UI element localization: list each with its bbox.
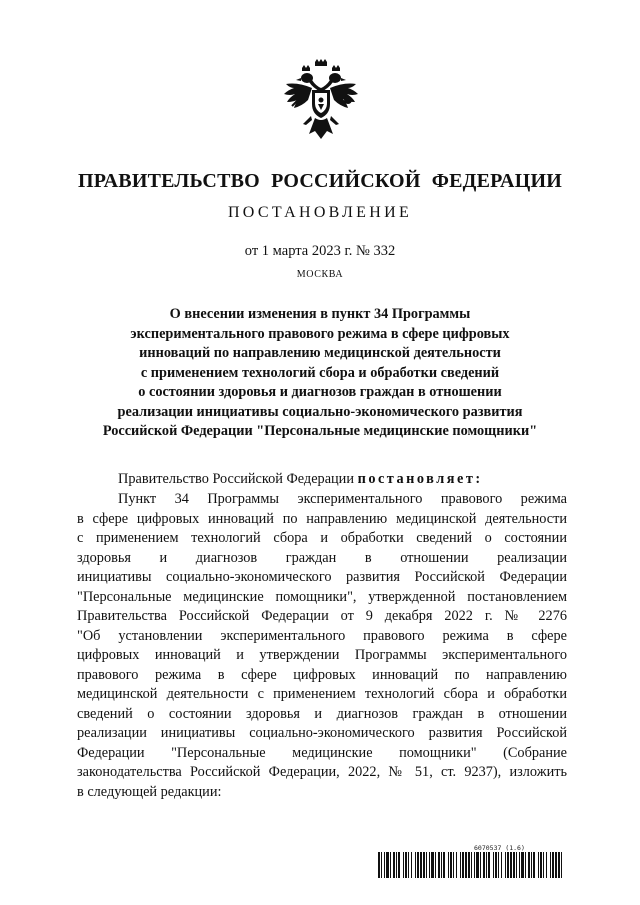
document-subject bbox=[60, 305, 580, 442]
subject-line: о состоянии здоровья и диагнозов граждан в отношении bbox=[138, 384, 502, 400]
coat-of-arms-icon bbox=[282, 58, 360, 150]
barcode-icon bbox=[378, 852, 564, 878]
body-line: Правительства Российской Федерации от 9 декабря 2022 г. № 2276 bbox=[77, 608, 567, 624]
body-line: в следующей редакции: bbox=[77, 783, 222, 800]
body-line: законодательства Российской Федерации, 2022, № 51, ст. 9237), изложить bbox=[77, 764, 567, 780]
document-city: МОСКВА bbox=[296, 269, 344, 280]
document-date-number: от 1 марта 2023 г. № 332 bbox=[244, 243, 396, 259]
body-line: "Персональные медицинские помощники", утвержденной постановлением bbox=[77, 588, 567, 605]
subject-line: с применением технологий сбора и обработки сведений bbox=[140, 364, 500, 381]
subject-line: О внесении изменения в пункт 34 Программы bbox=[169, 306, 471, 322]
body-line: правового режима в сфере цифровых инноваций по направлению bbox=[77, 666, 567, 683]
barcode-number: 6070537 (1.6) bbox=[474, 844, 525, 852]
body-paragraph bbox=[77, 490, 567, 802]
body-line: с применением технологий сбора и обработки сведений о состоянии bbox=[77, 530, 567, 546]
government-title: ПРАВИТЕЛЬСТВО РОССИЙСКОЙ ФЕДЕРАЦИИ bbox=[78, 170, 562, 192]
body-line: в сфере цифровых инноваций по направлению медицинской деятельности bbox=[77, 510, 567, 527]
body-line: медицинской деятельности с применением технологий сбора и обработки bbox=[77, 686, 567, 702]
body-line: Федерации "Персональные медицинские помощники" (Собрание bbox=[77, 744, 567, 761]
body-line: здоровья и диагнозов граждан в отношении реализации bbox=[77, 549, 567, 566]
body-line: сведений о состоянии здоровья и диагнозов граждан в отношении bbox=[77, 705, 567, 722]
body-line: цифровых инноваций и утверждении Программы экспериментального bbox=[77, 647, 567, 663]
subject-line: Российской Федерации "Персональные медицинские помощники" bbox=[102, 423, 538, 439]
subject-line: инноваций по направлению медицинской деятельности bbox=[139, 345, 501, 361]
body-line: "Об установлении экспериментального правового режима в сфере bbox=[77, 627, 567, 644]
intro-paragraph bbox=[77, 470, 567, 490]
document-type: ПОСТАНОВЛЕНИЕ bbox=[227, 204, 413, 221]
subject-line: реализации инициативы социально-экономического развития bbox=[117, 403, 523, 420]
body-line: Пункт 34 Программы экспериментального правового режима bbox=[118, 491, 567, 507]
body-line: реализации инициативы социально-экономического развития Российской bbox=[77, 725, 567, 741]
intro-text: Правительство Российской Федерации bbox=[118, 471, 358, 487]
resolves-word: постановляет: bbox=[357, 471, 483, 487]
body-line: инициативы социально-экономического развития Российской Федерации bbox=[77, 569, 567, 585]
subject-line: экспериментального правового режима в сфере цифровых bbox=[130, 325, 510, 342]
